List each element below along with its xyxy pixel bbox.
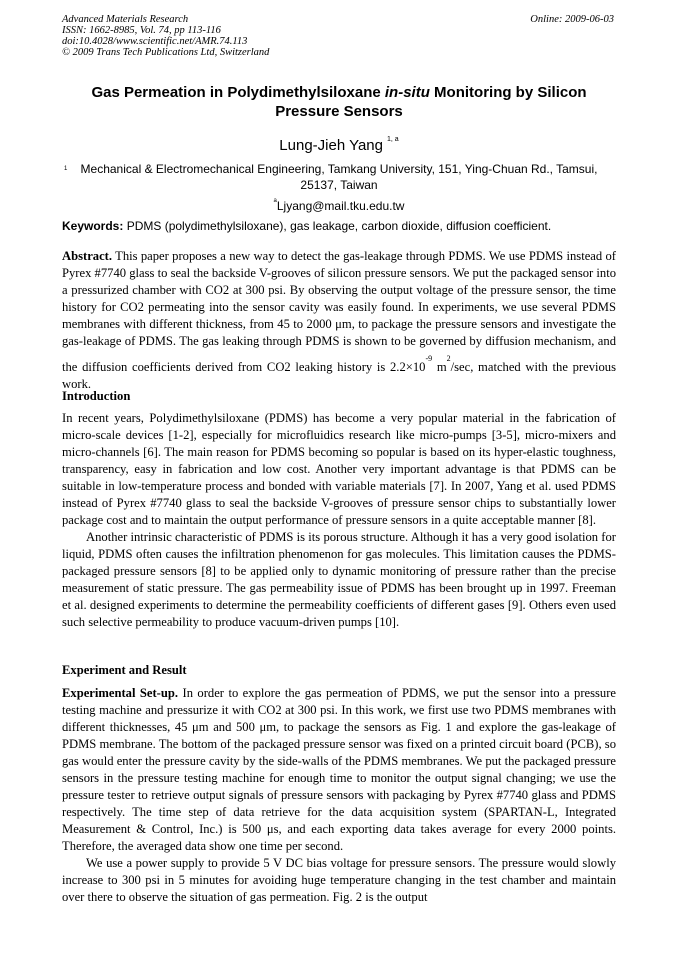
abstract: [62, 248, 616, 393]
abstract-end: /sec, matched with the previous work.: [62, 360, 616, 391]
author-superscript: 1, a: [387, 136, 399, 143]
keywords-text: PDMS (polydimethylsiloxane), gas leakage, carbon dioxide, diffusion coefficient.: [126, 219, 552, 233]
issn: ISSN: 1662-8985, Vol. 74, pp 113-116: [62, 25, 221, 36]
title-part1: Gas Permeation in Polydimethylsiloxane: [91, 84, 385, 101]
keywords: [62, 219, 616, 233]
introduction-heading: Introduction: [62, 389, 131, 403]
experiment-paragraph-1: [62, 685, 616, 855]
journal-header: [62, 14, 269, 58]
email: [0, 198, 678, 213]
doi: doi:10.4028/www.scientific.net/AMR.74.113: [62, 36, 248, 47]
email-marker: a: [273, 198, 277, 204]
experiment-setup-label: Experimental Set-up.: [62, 686, 179, 700]
experiment-paragraph-2: We use a power supply to provide 5 V DC bias voltage for pressure sensors. The pressure would slowly increase to 300 psi in 5 minutes for avoiding huge temperature changing in the test chamber and maintain over there to observe the situation of gas permeation. Fig. 2 is the output: [62, 856, 616, 904]
paper-title: [62, 83, 616, 121]
author-name: Lung-Jieh Yang: [279, 137, 383, 154]
title-italic: in-situ: [384, 84, 430, 101]
introduction-body: [62, 410, 616, 631]
abstract-exponent-1: -9: [425, 354, 433, 363]
email-address[interactable]: Ljyang@mail.tku.edu.tw: [276, 199, 405, 213]
experiment-heading: Experiment and Result: [62, 663, 187, 677]
abstract-unit: m: [432, 360, 447, 374]
affiliation-text: Mechanical & Electromechanical Engineering, Tamkang University, 151, Ying-Chuan Rd., Tamsui, 25137, Taiwan: [80, 162, 598, 192]
abstract-label: Abstract.: [62, 249, 113, 263]
introduction-paragraph-2: Another intrinsic characteristic of PDMS is its porous structure. Although it has a very good isolation for liquid, PDMS often causes the infiltration phenomenon for gas molecules. This limitation causes the PDMS-packaged pressure sensors [8] to be applied only to dynamic monitoring of pressure rather than the precise measurement of static pressure. The gas permeability issue of PDMS has been brought up in 1997. Freeman et al. designed experiments to determine the permeability coefficients of different gases [9]. Others even used such selective permeability to produce vacuum-driven pumps [10].: [62, 530, 616, 629]
abstract-exponent-2: 2: [446, 354, 451, 363]
affiliation: [62, 161, 616, 193]
experiment-body: [62, 685, 616, 906]
copyright: © 2009 Trans Tech Publications Ltd, Switzerland: [62, 47, 270, 58]
title-part2: Monitoring by Silicon Pressure Sensors: [275, 84, 587, 120]
author: [0, 136, 678, 154]
experiment-paragraph-1-text: In order to explore the gas permeation of PDMS, we put the sensor into a pressure testing machine and pressurize it with CO2 at 300 psi. In this work, we first use two PDMS membranes with different thicknesses, 45 μm and 500 μm, to package the sensors as Fig. 1 and explore the gas-leakage of PDMS membrane. The bottom of the packaged pressure sensor was fixed on a printed circuit board (PCB), so gas would enter the pressure cavity by the side-walls of the PDMS membranes. We put the packaged pressure sensors in the pressure testing machine for enough time to monitor the output signal changing; we use the pressure tester to retrieve output signals of pressure sensors with packaging by Pyrex #7740 glass and PDMS respectively. The time step of data retrieve for the data acquisition system (SPARTAN-L, Integrated Measurement & Control, Inc.) is 500 μs, and each exporting data takes average for every 2000 points. Therefore, the averaged data show one time per second.: [62, 686, 617, 853]
online-date: Online: 2009-06-03: [530, 14, 614, 25]
journal-name: Advanced Materials Research: [62, 14, 189, 25]
affiliation-marker: 1: [64, 166, 68, 172]
keywords-label: Keywords:: [62, 219, 124, 233]
introduction-paragraph-1: In recent years, Polydimethylsiloxane (PDMS) has become a very popular material in the fabrication of micro-scale devices [1-2], especially for microfluidics research like micro-pumps [3-5], micro-mixers and micro-channels [6]. The main reason for PDMS becoming so popular is based on its hyper-elastic toughness, transparency, easy in fabrication and low cost. Another very important advantage is that PDMS can be suitable in low-temperature process and bonded with variable materials [7]. In 2007, Yang et al. used PDMS instead of Pyrex #7740 glass to seal the backside V-grooves of pressure sensor chips to substantially lower package cost and to maintain the output performance of pressure sensors in a quite acceptable manner [8].: [62, 411, 616, 527]
abstract-text: This paper proposes a new way to detect the gas-leakage through PDMS. We use PDMS instead of Pyrex #7740 glass to seal the backside V-grooves of silicon pressure sensors. We put the packaged sensor into a pressurized chamber with CO2 at 300 psi. By observing the output voltage of the pressure sensor, the time history for CO2 permeating into the sensor cavity was easily found. In experiments, we use several PDMS membranes with different thickness, from 45 to 2000 μm, to package the pressure sensors and investigate the gas-leakage of PDMS. The gas leaking through PDMS is shown to be governed by diffusion mechanism, and the diffusion coefficients derived from CO2 leaking history is 2.2×10: [62, 249, 616, 374]
